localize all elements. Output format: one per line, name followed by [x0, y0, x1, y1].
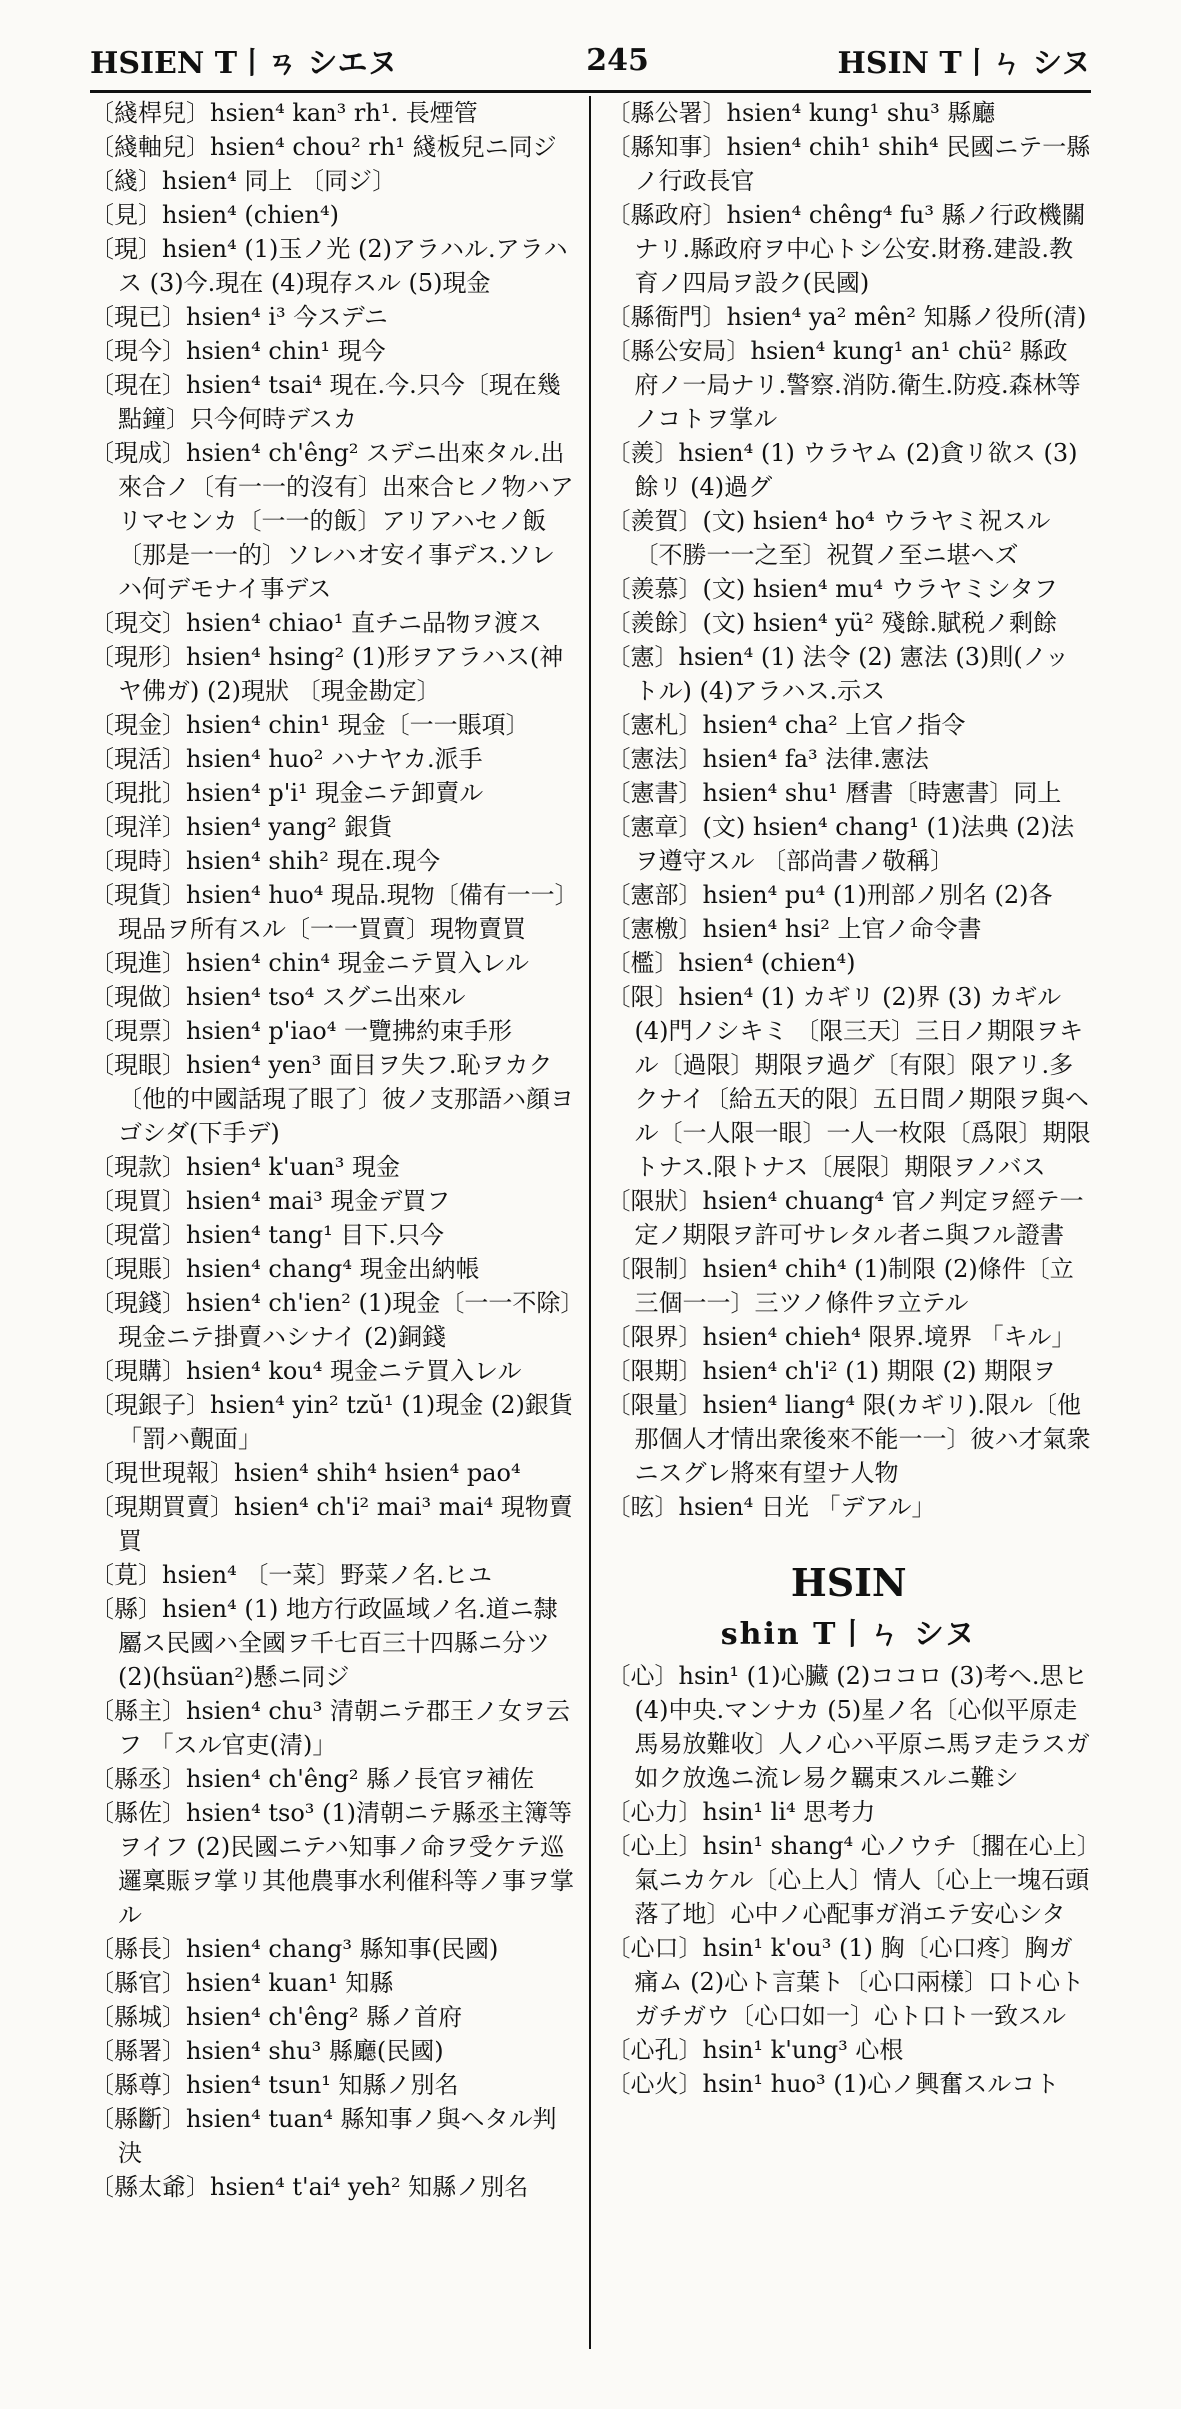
dictionary-entry: 〔現成〕hsien⁴ ch'êng² スデニ出來タル.出來合ノ〔有一一的沒有〕出來合ヒノ物ハアリマセンカ〔一一的飯〕アリアハセノ飯〔那是一一的〕ソレハオ安イ事デス.ソレハ何デモナイ事デス	[90, 439, 574, 603]
dictionary-entry: 〔限期〕hsien⁴ ch'i² (1) 期限 (2) 期限ヲ	[606, 1357, 1057, 1385]
dictionary-entry: 〔縣知事〕hsien⁴ chih¹ shih⁴ 民國ニテ一縣ノ行政長官	[606, 133, 1091, 195]
dictionary-entry: 〔莧〕hsien⁴ 〔一菜〕野菜ノ名.ヒユ	[90, 1561, 492, 1589]
dictionary-entry: 〔現做〕hsien⁴ tso⁴ スグニ出來ル	[90, 983, 466, 1011]
dictionary-entry: 〔現批〕hsien⁴ p'i¹ 現金ニテ卸賣ル	[90, 779, 484, 807]
dictionary-entry: 〔限界〕hsien⁴ chieh⁴ 限界.境界 「キル」	[606, 1323, 1076, 1351]
dictionary-entry: 〔昡〕hsien⁴ 日光 「デアル」	[606, 1493, 936, 1521]
dictionary-entry: 〔現錢〕hsien⁴ ch'ien² (1)現金〔一一不除〕現金ニテ掛賣ハシナイ (2)銅錢	[90, 1289, 573, 1351]
dictionary-entry: 〔現世現報〕hsien⁴ shih⁴ hsien⁴ pao⁴	[90, 1459, 521, 1487]
dictionary-entry: 〔心口〕hsin¹ k'ou³ (1) 胸〔心口疼〕胸ガ痛ム (2)心ト言葉ト〔心口兩樣〕口ト心トガチガウ〔心口如一〕心ト口ト一致スル	[606, 1934, 1085, 2030]
dictionary-entry: 〔羨〕hsien⁴ (1) ウラヤム (2)貪リ欲ス (3)餘リ (4)過グ	[606, 439, 1078, 501]
dictionary-entry: 〔縣官〕hsien⁴ kuan¹ 知縣	[90, 1969, 394, 1997]
dictionary-entry: 〔現形〕hsien⁴ hsing² (1)形ヲアラハス(神ヤ佛ガ) (2)現狀 〔現金勘定〕	[90, 643, 564, 705]
page-header	[90, 30, 1091, 93]
dictionary-entry: 〔現購〕hsien⁴ kou⁴ 現金ニテ買入レル	[90, 1357, 522, 1385]
hsin-entries	[607, 1659, 1092, 2101]
dictionary-entry: 〔現款〕hsien⁴ k'uan³ 現金	[90, 1153, 400, 1181]
dictionary-entry: 〔縣公署〕hsien⁴ kung¹ shu³ 縣廳	[606, 99, 996, 127]
dictionary-entry: 〔憲章〕(文) hsien⁴ chang¹ (1)法典 (2)法ヲ遵守スル 〔部尚書ノ敬稱〕	[606, 813, 1075, 875]
dictionary-entry: 〔現金〕hsien⁴ chin¹ 現金〔一一賬項〕	[90, 711, 530, 739]
dictionary-entry: 〔憲檄〕hsien⁴ hsi² 上官ノ命令書	[606, 915, 982, 943]
dictionary-entry: 〔現〕hsien⁴ (1)玉ノ光 (2)アラハル.アラハス (3)今.現在 (4)現存スル (5)現金	[90, 235, 568, 297]
dictionary-entry: 〔憲部〕hsien⁴ pu⁴ (1)刑部ノ別名 (2)各	[606, 881, 1053, 909]
dictionary-entry: 〔憲法〕hsien⁴ fa³ 法律.憲法	[606, 745, 929, 773]
dictionary-entry: 〔縣〕hsien⁴ (1) 地方行政區域ノ名.道ニ隸屬ス民國ハ全國ヲ千七百三十四縣ニ分ツ (2)(hsüan²)懸ニ同ジ	[90, 1595, 558, 1691]
dictionary-entry: 〔現在〕hsien⁴ tsai⁴ 現在.今.只今〔現在幾點鐘〕只今何時デスカ	[90, 371, 561, 433]
dictionary-entry: 〔現已〕hsien⁴ i³ 今スデニ	[90, 303, 388, 331]
dictionary-entry: 〔縣丞〕hsien⁴ ch'êng² 縣ノ長官ヲ補佐	[90, 1765, 535, 1793]
dictionary-entry: 〔檻〕hsien⁴ (chien⁴)	[606, 949, 856, 977]
dictionary-entry: 〔限量〕hsien⁴ liang⁴ 限(カギリ).限ル〔他那個人才情出衆後來不能一一〕彼ハ才氣衆ニスグレ將來有望ナ人物	[606, 1391, 1091, 1487]
dictionary-entry: 〔心火〕hsin¹ huo³ (1)心ノ興奮スルコト	[606, 2070, 1060, 2098]
dictionary-entry: 〔綫桿兒〕hsien⁴ kan³ rh¹. 長煙管	[90, 99, 478, 127]
dictionary-entry: 〔縣長〕hsien⁴ chang³ 縣知事(民國)	[90, 1935, 499, 1963]
dictionary-entry: 〔現買〕hsien⁴ mai³ 現金デ買フ	[90, 1187, 451, 1215]
dictionary-entry: 〔羨賀〕(文) hsien⁴ ho⁴ ウラヤミ祝スル〔不勝一一之至〕祝賀ノ至ニ堪ヘズ	[606, 507, 1051, 569]
two-column-body	[90, 96, 1091, 2349]
dictionary-entry: 〔憲〕hsien⁴ (1) 法令 (2) 憲法 (3)則(ノットル) (4)アラハス.示ス	[606, 643, 1070, 705]
page-number: 245	[586, 42, 649, 78]
dictionary-entry: 〔縣公安局〕hsien⁴ kung¹ an¹ chü² 縣政府ノ一局ナリ.警察.消防.衛生.防疫.森林等ノコトヲ掌ル	[606, 337, 1081, 433]
dictionary-entry: 〔縣署〕hsien⁴ shu³ 縣廳(民國)	[90, 2037, 444, 2065]
dictionary-entry: 〔心力〕hsin¹ li⁴ 思考力	[606, 1798, 876, 1826]
dictionary-entry: 〔現進〕hsien⁴ chin⁴ 現金ニテ買入レル	[90, 949, 530, 977]
dictionary-entry: 〔縣政府〕hsien⁴ chêng⁴ fu³ 縣ノ行政機關ナリ.縣政府ヲ中心トシ公安.財務.建設.教育ノ四局ヲ設ク(民國)	[606, 201, 1086, 297]
dictionary-entry: 〔見〕hsien⁴ (chien⁴)	[90, 201, 339, 229]
dictionary-entry: 〔現活〕hsien⁴ huo² ハナヤカ.派手	[90, 745, 483, 773]
left-column	[90, 96, 591, 2349]
dictionary-entry: 〔羨慕〕(文) hsien⁴ mu⁴ ウラヤミシタフ	[606, 575, 1058, 603]
dictionary-entry: 〔縣太爺〕hsien⁴ t'ai⁴ yeh² 知縣ノ別名	[90, 2173, 529, 2201]
dictionary-entry: 〔限狀〕hsien⁴ chuang⁴ 官ノ判定ヲ經テ一定ノ期限ヲ許可サレタル者ニ與フル證書	[606, 1187, 1084, 1249]
dictionary-entry: 〔現交〕hsien⁴ chiao¹ 直チニ品物ヲ渡ス	[90, 609, 542, 637]
header-right-guide: HSIN T丨ㄣ シヌ	[837, 46, 1091, 81]
dictionary-entry: 〔縣城〕hsien⁴ ch'êng² 縣ノ首府	[90, 2003, 463, 2031]
dictionary-entry: 〔現期買賣〕hsien⁴ ch'i² mai³ mai⁴ 現物賣買	[90, 1493, 573, 1555]
dictionary-entry: 〔綫軸兒〕hsien⁴ chou² rh¹ 綫板兒ニ同ジ	[90, 133, 557, 161]
dictionary-entry: 〔羨餘〕(文) hsien⁴ yü² 殘餘.賦税ノ剩餘	[606, 609, 1058, 637]
dictionary-entry: 〔心〕hsin¹ (1)心臟 (2)ココロ (3)考ヘ.思ヒ (4)中央.マンナカ (5)星ノ名〔心似平原走馬易放難收〕人ノ心ハ平原ニ馬ヲ走ラスガ如ク放逸ニ流レ易ク羈束スルニ難シ	[606, 1662, 1090, 1792]
dictionary-entry: 〔憲札〕hsien⁴ cha² 上官ノ指令	[606, 711, 966, 739]
dictionary-entry: 〔縣主〕hsien⁴ chu³ 清朝ニテ郡王ノ女ヲ云フ 「スル官吏(清)」	[90, 1697, 570, 1759]
header-left-guide: HSIEN T丨ㄢ シエヌ	[90, 46, 398, 81]
right-column	[591, 96, 1092, 2349]
dictionary-entry: 〔縣衙門〕hsien⁴ ya² mên² 知縣ノ役所(清)	[606, 303, 1087, 331]
dictionary-entry: 〔綫〕hsien⁴ 同上 〔同ジ〕	[90, 167, 397, 195]
section-heading: HSIN	[790, 1560, 907, 1605]
dictionary-entry: 〔縣斷〕hsien⁴ tuan⁴ 縣知事ノ與ヘタル判決	[90, 2105, 557, 2167]
dictionary-entry: 〔現票〕hsien⁴ p'iao⁴ 一覽拂約束手形	[90, 1017, 513, 1045]
dictionary-entry: 〔心孔〕hsin¹ k'ung³ 心根	[606, 2036, 904, 2064]
dictionary-entry: 〔現當〕hsien⁴ tang¹ 目下.只今	[90, 1221, 445, 1249]
dictionary-entry: 〔現洋〕hsien⁴ yang² 銀貨	[90, 813, 393, 841]
right-column-entries	[607, 96, 1092, 1524]
dictionary-entry: 〔現貨〕hsien⁴ huo⁴ 現品.現物〔備有一一〕現品ヲ所有スル〔一一買賣〕現物賣買	[90, 881, 567, 943]
section-subheading: shin T丨ㄣ シヌ	[720, 1617, 977, 1652]
dictionary-entry: 〔現銀子〕hsien⁴ yin² tzŭ¹ (1)現金 (2)銀貨 「罰ハ覿面」	[90, 1391, 573, 1453]
dictionary-entry: 〔憲書〕hsien⁴ shu¹ 曆書〔時憲書〕同上	[606, 779, 1062, 807]
dictionary-entry: 〔限〕hsien⁴ (1) カギリ (2)界 (3) カギル (4)門ノシキミ 〔限三天〕三日ノ期限ヲキル〔過限〕期限ヲ過グ〔有限〕限アリ.多クナイ〔給五天的限〕五日間ノ期限ヲ與ヘル〔一人限一眼〕一人一枚限〔爲限〕期限トナス.限トナス〔展限〕期限ヲノバス	[606, 983, 1091, 1181]
dictionary-entry: 〔現眼〕hsien⁴ yen³ 面目ヲ失フ.恥ヲカク〔他的中國話現了眼了〕彼ノ支那語ハ顔ヨゴシダ(下手デ)	[90, 1051, 574, 1147]
dictionary-entry: 〔縣佐〕hsien⁴ tso³ (1)清朝ニテ縣丞主簿等ヲイフ (2)民國ニテハ知事ノ命ヲ受ケテ巡邏稟賑ヲ掌リ其他農事水利催科等ノ事ヲ掌ル	[90, 1799, 574, 1929]
dictionary-entry: 〔縣尊〕hsien⁴ tsun¹ 知縣ノ別名	[90, 2071, 459, 2099]
dictionary-entry: 〔現時〕hsien⁴ shih² 現在.現今	[90, 847, 441, 875]
dictionary-entry: 〔限制〕hsien⁴ chih⁴ (1)制限 (2)條件〔立三個一一〕三ツノ條件ヲ立テル	[606, 1255, 1074, 1317]
dictionary-entry: 〔現賬〕hsien⁴ chang⁴ 現金出納帳	[90, 1255, 480, 1283]
dictionary-entry: 〔現今〕hsien⁴ chin¹ 現今	[90, 337, 386, 365]
dictionary-entry: 〔心上〕hsin¹ shang⁴ 心ノウチ〔擱在心上〕氣ニカケル〔心上人〕情人〔心上一塊石頭落了地〕心中ノ心配事ガ消エテ安心シタ	[606, 1832, 1090, 1928]
